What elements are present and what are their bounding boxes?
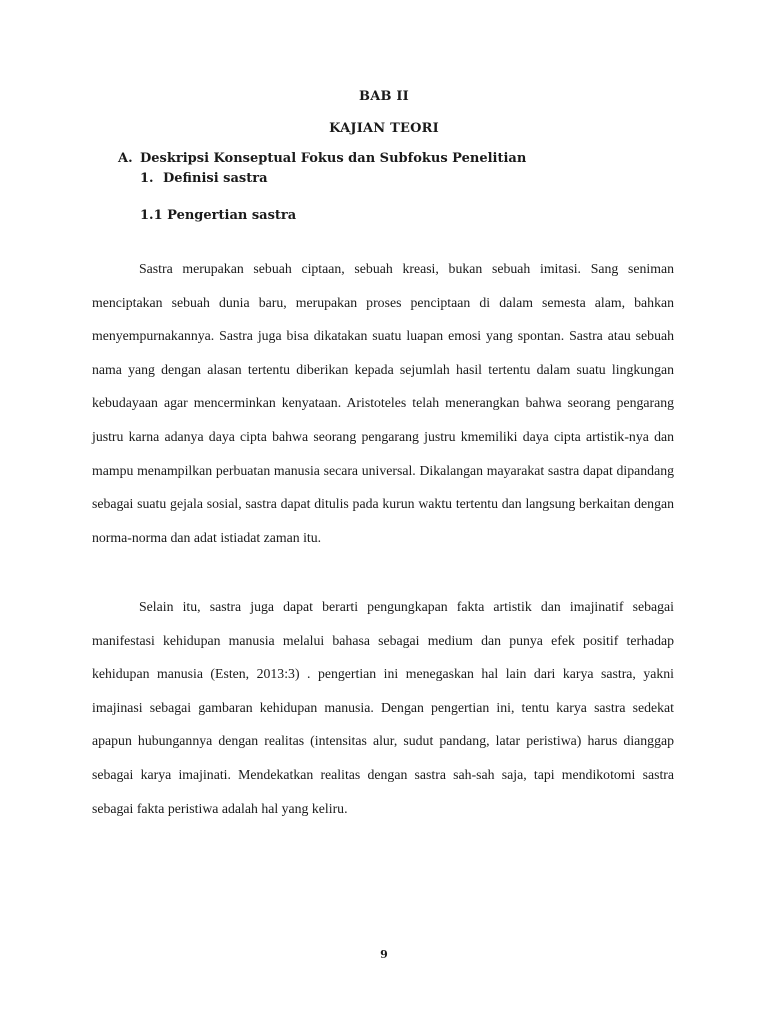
section-heading-a	[118, 151, 526, 166]
body-paragraph-2: Selain itu, sastra juga dapat berarti pengungkapan fakta artistik dan imajinatif sebagai manifestasi kehidupan manusia melalui bahasa sebagai medium dan punya efek positif terhadap kehidupan manusia (Esten, 2013:3) . pengertian ini menegaskan hal lain dari karya sastra, yakni imajinasi sebagai gambaran kehidupan manusia. Dengan pengertian ini, tentu karya sastra sedekat apapun hubungannya dengan realitas (intensitas alur, sudut pandang, latar peristiwa) harus dianggap sebagai karya imajinati. Mendekatkan realitas dengan sastra sah-sah saja, tapi mendikotomi sastra sebagai fakta peristiwa adalah hal yang keliru.	[92, 599, 674, 816]
subsection-marker: 1.	[140, 171, 154, 186]
chapter-title: KAJIAN TEORI	[329, 121, 439, 136]
section-title: Deskripsi Konseptual Fokus dan Subfokus Penelitian	[140, 151, 527, 166]
section-marker: A.	[118, 151, 133, 166]
page-number: 9	[380, 948, 388, 961]
subsection-heading-1	[140, 171, 268, 186]
subsection-title: Definisi sastra	[163, 171, 268, 186]
subsection-heading-1-1: 1.1 Pengertian sastra	[140, 208, 297, 223]
chapter-label: BAB II	[359, 89, 409, 104]
body-paragraph-1: Sastra merupakan sebuah ciptaan, sebuah kreasi, bukan sebuah imitasi. Sang seniman menciptakan sebuah dunia baru, merupakan proses penciptaan di dalam semesta alam, bahkan menyempurnakannya. Sastra juga bisa dikatakan suatu luapan emosi yang spontan. Sastra atau sebuah nama yang dengan alasan tertentu diberikan kepada sejumlah hasil tertentu dalam suatu lingkungan kebudayaan agar mencerminkan kenyataan. Aristoteles telah menerangkan bahwa seorang pengarang justru karna adanya daya cipta bahwa seorang pengarang justru kmemiliki daya cipta artistik-nya dan mampu menampilkan perbuatan manusia secara universal. Dikalangan mayarakat sastra dapat dipandang sebagai suatu gejala sosial, sastra dapat ditulis pada kurun waktu tertentu dan langsung berkaitan dengan norma-norma dan adat istiadat zaman itu.	[92, 261, 674, 545]
